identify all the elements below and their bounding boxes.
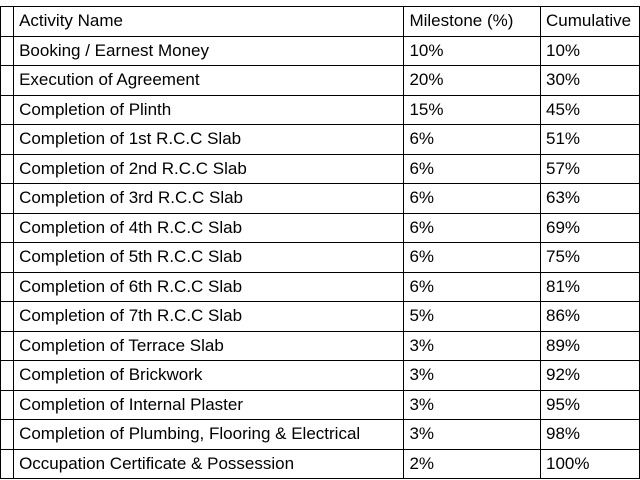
cumulative-cell: 89%: [541, 331, 640, 361]
schedule-body: [1, 36, 640, 479]
cumulative-header: Cumulative: [541, 7, 640, 37]
cumulative-cell: 30%: [541, 66, 640, 96]
milestone-cell: 20%: [404, 66, 541, 96]
cumulative-cell: 100%: [541, 449, 640, 479]
payment-schedule-table: [0, 6, 640, 479]
activity-name-cell: Booking / Earnest Money: [14, 36, 404, 66]
row-number-cell: [1, 213, 14, 243]
row-number-cell: [1, 95, 14, 125]
milestone-cell: 6%: [404, 125, 541, 155]
cumulative-cell: 57%: [541, 154, 640, 184]
table-row: [1, 184, 640, 214]
row-number-cell: [1, 302, 14, 332]
row-number-cell: [1, 449, 14, 479]
activity-name-cell: Completion of 3rd R.C.C Slab: [14, 184, 404, 214]
table-row: [1, 361, 640, 391]
row-number-cell: [1, 154, 14, 184]
activity-name-cell: Completion of 1st R.C.C Slab: [14, 125, 404, 155]
table-row: [1, 36, 640, 66]
cumulative-cell: 63%: [541, 184, 640, 214]
row-number-header-cell: [1, 7, 14, 37]
row-number-cell: [1, 243, 14, 273]
milestone-cell: 15%: [404, 95, 541, 125]
cumulative-cell: 51%: [541, 125, 640, 155]
table-row: [1, 272, 640, 302]
table-row: [1, 302, 640, 332]
row-number-cell: [1, 390, 14, 420]
table-row: [1, 66, 640, 96]
milestone-cell: 10%: [404, 36, 541, 66]
table-row: [1, 449, 640, 479]
header-row: [1, 7, 640, 37]
milestone-cell: 6%: [404, 243, 541, 273]
activity-name-cell: Completion of 7th R.C.C Slab: [14, 302, 404, 332]
activity-name-cell: Completion of Plumbing, Flooring & Electrical: [14, 420, 404, 450]
activity-name-cell: Completion of 4th R.C.C Slab: [14, 213, 404, 243]
milestone-cell: 6%: [404, 154, 541, 184]
activity-name-cell: Completion of Terrace Slab: [14, 331, 404, 361]
row-number-cell: [1, 184, 14, 214]
milestone-cell: 3%: [404, 331, 541, 361]
activity-name-cell: Completion of 5th R.C.C Slab: [14, 243, 404, 273]
milestone-cell: 6%: [404, 272, 541, 302]
row-number-cell: [1, 361, 14, 391]
activity-name-cell: Completion of Brickwork: [14, 361, 404, 391]
row-number-cell: [1, 66, 14, 96]
milestone-cell: 3%: [404, 420, 541, 450]
row-number-cell: [1, 36, 14, 66]
milestone-cell: 5%: [404, 302, 541, 332]
cumulative-cell: 86%: [541, 302, 640, 332]
activity-name-cell: Completion of 6th R.C.C Slab: [14, 272, 404, 302]
milestone-header: Milestone (%): [404, 7, 541, 37]
activity-name-cell: Completion of Internal Plaster: [14, 390, 404, 420]
row-number-cell: [1, 331, 14, 361]
row-number-cell: [1, 125, 14, 155]
milestone-cell: 6%: [404, 213, 541, 243]
activity-name-cell: Occupation Certificate & Possession: [14, 449, 404, 479]
milestone-cell: 3%: [404, 361, 541, 391]
milestone-cell: 6%: [404, 184, 541, 214]
cumulative-cell: 75%: [541, 243, 640, 273]
row-number-cell: [1, 272, 14, 302]
table-row: [1, 331, 640, 361]
table-row: [1, 154, 640, 184]
milestone-cell: 3%: [404, 390, 541, 420]
cumulative-cell: 92%: [541, 361, 640, 391]
table-row: [1, 390, 640, 420]
cumulative-cell: 98%: [541, 420, 640, 450]
table-row: [1, 125, 640, 155]
cumulative-cell: 45%: [541, 95, 640, 125]
milestone-cell: 2%: [404, 449, 541, 479]
activity-name-header: Activity Name: [14, 7, 404, 37]
cumulative-cell: 10%: [541, 36, 640, 66]
cumulative-cell: 69%: [541, 213, 640, 243]
table-row: [1, 95, 640, 125]
row-number-cell: [1, 420, 14, 450]
activity-name-cell: Completion of 2nd R.C.C Slab: [14, 154, 404, 184]
activity-name-cell: Execution of Agreement: [14, 66, 404, 96]
activity-name-cell: Completion of Plinth: [14, 95, 404, 125]
cumulative-cell: 81%: [541, 272, 640, 302]
table-row: [1, 243, 640, 273]
table-row: [1, 213, 640, 243]
cumulative-cell: 95%: [541, 390, 640, 420]
table-row: [1, 420, 640, 450]
